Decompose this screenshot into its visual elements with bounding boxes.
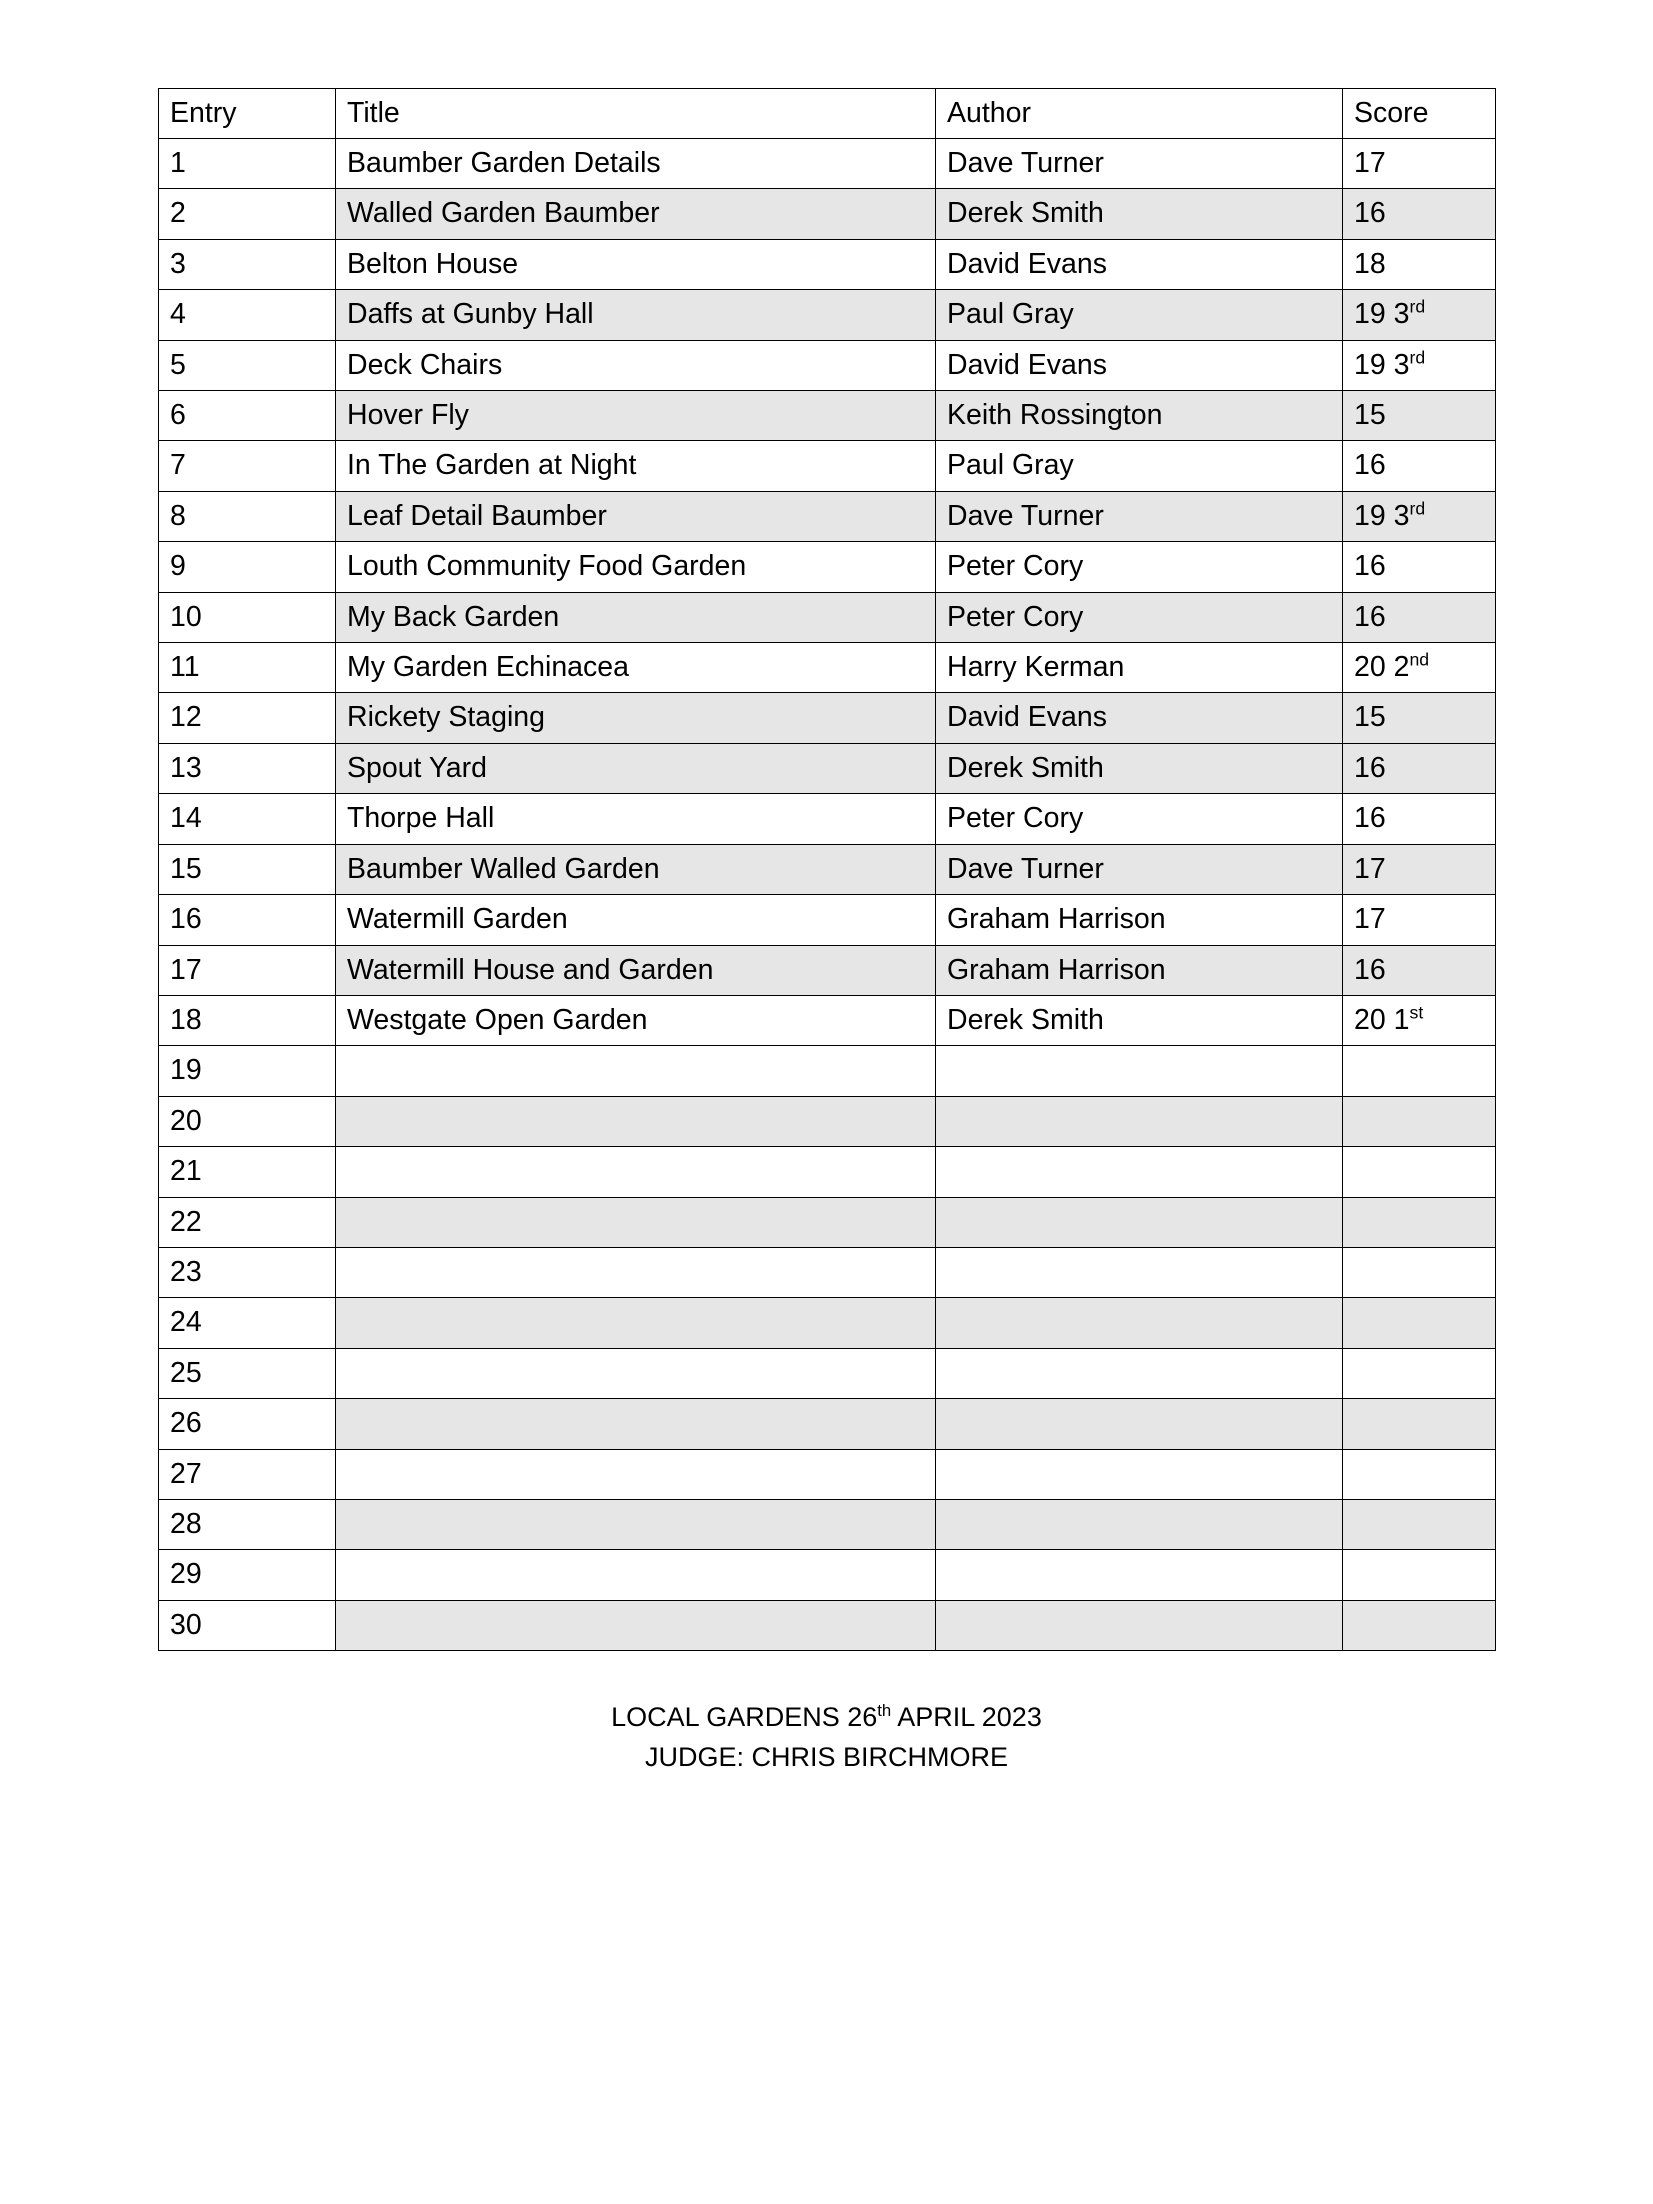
score-value: 19 [1354, 348, 1386, 381]
cell-score [1343, 592, 1496, 642]
cell-entry: 24 [159, 1298, 336, 1348]
cell-title: Daffs at Gunby Hall [336, 290, 936, 340]
cell-author [936, 1600, 1343, 1650]
cell-entry: 13 [159, 743, 336, 793]
cell-author: Derek Smith [936, 743, 1343, 793]
cell-title: Watermill House and Garden [336, 945, 936, 995]
cell-title: Rickety Staging [336, 693, 936, 743]
cell-entry: 26 [159, 1399, 336, 1449]
score-value: 16 [1354, 197, 1386, 230]
cell-title: Thorpe Hall [336, 794, 936, 844]
cell-entry: 8 [159, 491, 336, 541]
cell-score [1343, 945, 1496, 995]
table-header-row [159, 89, 1496, 139]
cell-entry: 9 [159, 542, 336, 592]
cell-author: Derek Smith [936, 189, 1343, 239]
cell-entry: 18 [159, 995, 336, 1045]
table-row [159, 592, 1496, 642]
cell-score [1343, 290, 1496, 340]
table-row [159, 391, 1496, 441]
cell-title: Leaf Detail Baumber [336, 491, 936, 541]
cell-entry: 27 [159, 1449, 336, 1499]
cell-author: Paul Gray [936, 290, 1343, 340]
table-row [159, 895, 1496, 945]
cell-title: Walled Garden Baumber [336, 189, 936, 239]
table-row [159, 1600, 1496, 1650]
table-row [159, 239, 1496, 289]
cell-author: David Evans [936, 239, 1343, 289]
cell-entry: 17 [159, 945, 336, 995]
cell-author: Graham Harrison [936, 945, 1343, 995]
column-header-score: Score [1343, 89, 1496, 139]
table-row [159, 1399, 1496, 1449]
place-number: 3 [1393, 298, 1410, 331]
score-value: 19 [1354, 298, 1386, 331]
cell-score [1343, 794, 1496, 844]
place-number: 2 [1393, 651, 1410, 684]
cell-entry: 14 [159, 794, 336, 844]
cell-author: Derek Smith [936, 995, 1343, 1045]
cell-author: Peter Cory [936, 794, 1343, 844]
cell-score [1343, 1046, 1496, 1096]
table-row [159, 1247, 1496, 1297]
cell-author [936, 1096, 1343, 1146]
cell-score [1343, 895, 1496, 945]
place-number: 3 [1393, 348, 1410, 381]
score-value: 15 [1354, 701, 1386, 734]
cell-score [1343, 441, 1496, 491]
cell-title: Baumber Walled Garden [336, 844, 936, 894]
table-header [159, 89, 1496, 139]
cell-entry: 23 [159, 1247, 336, 1297]
cell-entry: 11 [159, 643, 336, 693]
cell-title: Watermill Garden [336, 895, 936, 945]
cell-entry: 15 [159, 844, 336, 894]
score-value: 18 [1354, 247, 1386, 280]
cell-author: David Evans [936, 340, 1343, 390]
cell-author: Dave Turner [936, 844, 1343, 894]
cell-score [1343, 1298, 1496, 1348]
cell-entry: 3 [159, 239, 336, 289]
footer-event-line [0, 1697, 1653, 1737]
table-row [159, 1298, 1496, 1348]
cell-entry: 28 [159, 1499, 336, 1549]
place-ordinal-suffix: rd [1409, 498, 1426, 519]
table-row [159, 945, 1496, 995]
cell-score [1343, 844, 1496, 894]
cell-score [1343, 1600, 1496, 1650]
cell-title [336, 1247, 936, 1297]
column-header-title: Title [336, 89, 936, 139]
cell-author [936, 1147, 1343, 1197]
cell-score [1343, 1550, 1496, 1600]
score-value: 16 [1354, 550, 1386, 583]
column-header-author: Author [936, 89, 1343, 139]
cell-author: Graham Harrison [936, 895, 1343, 945]
footer-event-suffix: APRIL 2023 [891, 1702, 1042, 1732]
score-value: 15 [1354, 399, 1386, 432]
score-value: 17 [1354, 903, 1386, 936]
table-row [159, 491, 1496, 541]
cell-title: Westgate Open Garden [336, 995, 936, 1045]
cell-title: Belton House [336, 239, 936, 289]
footer-judge-line: JUDGE: CHRIS BIRCHMORE [644, 1742, 1009, 1772]
cell-entry: 10 [159, 592, 336, 642]
cell-title [336, 1550, 936, 1600]
cell-title: Deck Chairs [336, 340, 936, 390]
cell-score [1343, 542, 1496, 592]
cell-entry: 30 [159, 1600, 336, 1650]
table-row [159, 794, 1496, 844]
cell-score [1343, 239, 1496, 289]
cell-score [1343, 1147, 1496, 1197]
cell-score [1343, 995, 1496, 1045]
cell-score [1343, 1499, 1496, 1549]
table-row [159, 139, 1496, 189]
cell-title [336, 1449, 936, 1499]
cell-author [936, 1499, 1343, 1549]
cell-entry: 19 [159, 1046, 336, 1096]
table-row [159, 1550, 1496, 1600]
cell-score [1343, 1197, 1496, 1247]
cell-score [1343, 491, 1496, 541]
cell-score [1343, 1449, 1496, 1499]
cell-title: Baumber Garden Details [336, 139, 936, 189]
table-row [159, 1197, 1496, 1247]
table-row [159, 542, 1496, 592]
cell-author [936, 1399, 1343, 1449]
place-ordinal-suffix: st [1409, 1002, 1424, 1023]
footer-ordinal-suffix: th [877, 1701, 892, 1720]
score-value: 16 [1354, 953, 1386, 986]
cell-author: Dave Turner [936, 491, 1343, 541]
cell-entry: 7 [159, 441, 336, 491]
cell-title: Hover Fly [336, 391, 936, 441]
table-row [159, 1449, 1496, 1499]
cell-score [1343, 1399, 1496, 1449]
score-value: 19 [1354, 499, 1386, 532]
cell-title: Spout Yard [336, 743, 936, 793]
table-row [159, 743, 1496, 793]
cell-entry: 4 [159, 290, 336, 340]
document-footer [0, 1697, 1653, 1777]
footer-event-prefix: LOCAL GARDENS 26 [611, 1702, 878, 1732]
results-table-container [158, 88, 1495, 1651]
score-value: 16 [1354, 600, 1386, 633]
table-row [159, 1147, 1496, 1197]
cell-score [1343, 139, 1496, 189]
cell-entry: 22 [159, 1197, 336, 1247]
table-body [159, 139, 1496, 1651]
score-value: 16 [1354, 751, 1386, 784]
table-row [159, 290, 1496, 340]
cell-author: Keith Rossington [936, 391, 1343, 441]
score-value: 20 [1354, 651, 1386, 684]
cell-entry: 12 [159, 693, 336, 743]
cell-entry: 21 [159, 1147, 336, 1197]
cell-author [936, 1046, 1343, 1096]
cell-entry: 6 [159, 391, 336, 441]
cell-title: My Back Garden [336, 592, 936, 642]
cell-score [1343, 1348, 1496, 1398]
cell-entry: 2 [159, 189, 336, 239]
cell-title [336, 1348, 936, 1398]
cell-entry: 1 [159, 139, 336, 189]
score-value: 17 [1354, 852, 1386, 885]
cell-score [1343, 643, 1496, 693]
table-row [159, 340, 1496, 390]
cell-author: Peter Cory [936, 592, 1343, 642]
cell-title [336, 1197, 936, 1247]
cell-score [1343, 1247, 1496, 1297]
cell-author [936, 1550, 1343, 1600]
cell-author [936, 1197, 1343, 1247]
table-row [159, 189, 1496, 239]
cell-title: In The Garden at Night [336, 441, 936, 491]
place-number: 3 [1393, 499, 1410, 532]
cell-score [1343, 391, 1496, 441]
table-row [159, 844, 1496, 894]
column-header-entry: Entry [159, 89, 336, 139]
table-row [159, 1096, 1496, 1146]
cell-score [1343, 189, 1496, 239]
cell-score [1343, 693, 1496, 743]
place-ordinal-suffix: nd [1409, 649, 1430, 670]
score-value: 16 [1354, 802, 1386, 835]
cell-score [1343, 743, 1496, 793]
score-value: 20 [1354, 1003, 1386, 1036]
table-row [159, 693, 1496, 743]
cell-entry: 20 [159, 1096, 336, 1146]
score-value: 17 [1354, 147, 1386, 179]
cell-entry: 5 [159, 340, 336, 390]
place-ordinal-suffix: rd [1409, 296, 1426, 317]
cell-title: My Garden Echinacea [336, 643, 936, 693]
cell-score [1343, 1096, 1496, 1146]
cell-title [336, 1147, 936, 1197]
cell-entry: 16 [159, 895, 336, 945]
table-row [159, 643, 1496, 693]
cell-entry: 29 [159, 1550, 336, 1600]
cell-author: Dave Turner [936, 139, 1343, 189]
cell-author [936, 1298, 1343, 1348]
cell-title: Louth Community Food Garden [336, 542, 936, 592]
table-row [159, 995, 1496, 1045]
cell-author: Paul Gray [936, 441, 1343, 491]
cell-title [336, 1499, 936, 1549]
cell-title [336, 1399, 936, 1449]
score-value: 16 [1354, 449, 1386, 482]
cell-score [1343, 340, 1496, 390]
table-row [159, 441, 1496, 491]
cell-author [936, 1449, 1343, 1499]
cell-entry: 25 [159, 1348, 336, 1398]
cell-author: Peter Cory [936, 542, 1343, 592]
cell-author [936, 1247, 1343, 1297]
cell-author: David Evans [936, 693, 1343, 743]
place-ordinal-suffix: rd [1409, 347, 1426, 368]
table-row [159, 1499, 1496, 1549]
table-row [159, 1348, 1496, 1398]
place-number: 1 [1393, 1003, 1410, 1036]
cell-author: Harry Kerman [936, 643, 1343, 693]
cell-author [936, 1348, 1343, 1398]
results-table [158, 88, 1496, 1651]
cell-title [336, 1298, 936, 1348]
cell-title [336, 1096, 936, 1146]
cell-title [336, 1046, 936, 1096]
table-row [159, 1046, 1496, 1096]
cell-title [336, 1600, 936, 1650]
